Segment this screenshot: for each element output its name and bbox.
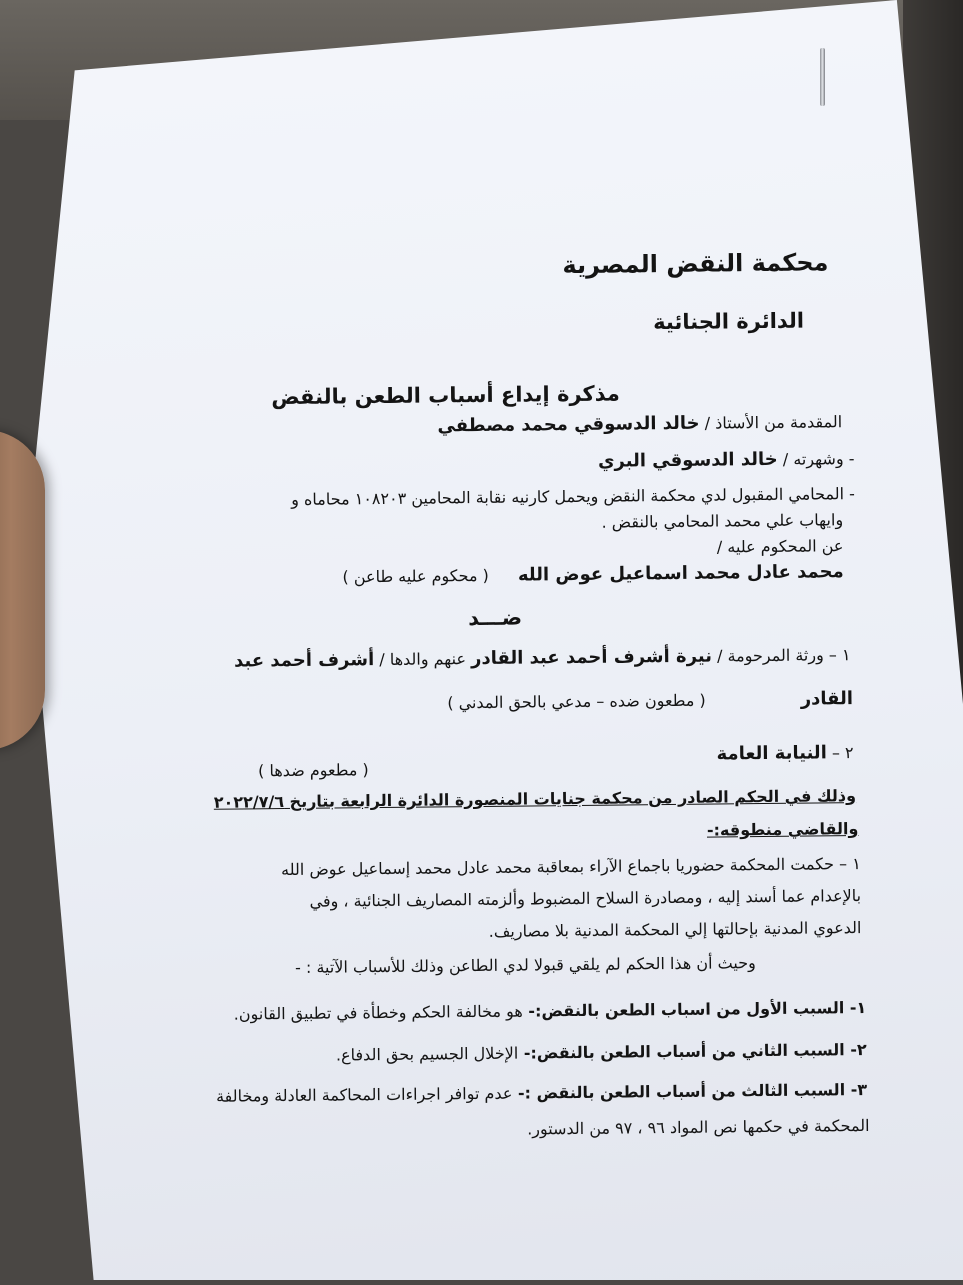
- convicted-line: [717, 536, 844, 557]
- convicted-name-line: [342, 561, 843, 588]
- ruling-text-line2: بالإعدام عما أسند إليه ، ومصادرة السلاح المضبوط وألزمته المصاريف الجنائية ، وفي: [309, 886, 862, 911]
- reason-2-text: الإخلال الجسيم بحق الدفاع.: [335, 1043, 519, 1065]
- reason-1-label: ١- السبب الأول من اسباب الطعن بالنقض:-: [522, 997, 867, 1021]
- respondent1-line2: [447, 688, 853, 714]
- ruling-intro-line1: وذلك في الحكم الصادر من محكمة جنايات المنصورة الدائرة الرابعة بتاريخ ٢٠٢٢/٧/٦: [213, 786, 857, 812]
- submitter-alias-line: [598, 448, 855, 472]
- convicted-label: عن المحكوم عليه /: [716, 536, 844, 557]
- respondent1-line: [234, 644, 851, 672]
- respondent1-prefix: ١ – ورثة المرحومة /: [711, 645, 851, 666]
- ruling-text-line3: الدعوي المدنية بإحالتها إلي المحكمة المدنية بلا مصاريف.: [488, 918, 862, 941]
- thumb: [0, 430, 45, 750]
- reason-1: [234, 998, 867, 1024]
- submitter-line2: - المحامي المقبول لدي محكمة النقض ويحمل كارنيه نقابة المحامين ١٠٨٢٠٣ محاماه و: [291, 484, 855, 509]
- reason-2: [336, 1040, 867, 1065]
- respondent2-name: النيابة العامة: [716, 742, 827, 765]
- memo-title: مذكرة إيداع أسباب الطعن بالنقض: [271, 381, 620, 410]
- reason-3-cont: المحكمة في حكمها نص المواد ٩٦ ، ٩٧ من الدستور.: [527, 1115, 870, 1139]
- reason-3: [216, 1080, 867, 1106]
- against-heading: ضـــد: [468, 605, 523, 631]
- ruling-text-line1: ١ – حكمت المحكمة حضوريا باجماع الآراء بمعاقبة محمد عادل محمد إسماعيل عوض الله: [281, 854, 861, 880]
- submitter-line: [437, 411, 842, 437]
- reason-1-text: هو مخالفة الحكم وخطأة في تطبيق القانون.: [233, 1001, 523, 1024]
- respondent1-middle: عنهم والدها /: [374, 649, 472, 670]
- respondent1-father-cont: القادر: [800, 688, 854, 710]
- circuit-name: الدائرة الجنائية: [652, 308, 805, 335]
- convicted-status: ( محكوم عليه طاعن ): [342, 565, 489, 587]
- reason-3-label: ٣- السبب الثالث من أسباب الطعن بالنقض :-: [512, 1079, 868, 1103]
- submitter-alias-label: - وشهرته /: [777, 449, 855, 469]
- reason-3-text: عدم توافر اجراءات المحاكمة العادلة ومخالفة: [215, 1083, 513, 1106]
- respondent2-status: ( مطعوم ضدها ): [258, 760, 369, 781]
- convicted-name: محمد عادل محمد اسماعيل عوض الله: [517, 561, 844, 586]
- submitter-line3: وايهاب علي محمد المحامي بالنقض .: [601, 510, 844, 532]
- ruling-intro-line2: والقاضي منطوقه:-: [706, 819, 859, 840]
- reason-2-label: ٢- السبب الثاني من أسباب الطعن بالنقض:-: [518, 1039, 867, 1063]
- ruling-text-line4: وحيث أن هذا الحكم لم يلقي قبولا لدي الطاعن وذلك للأسباب الآتية : -: [294, 953, 756, 977]
- respondent2-prefix: ٢ –: [826, 743, 854, 763]
- respondent1-name: نيرة أشرف أحمد عبد القادر: [470, 645, 713, 670]
- respondent1-father: أشرف أحمد عبد: [233, 649, 375, 672]
- submitter-alias: خالد الدسوقي البري: [597, 448, 778, 472]
- respondent1-status: ( مطعون ضده – مدعي بالحق المدني ): [447, 690, 706, 713]
- submitter-name: خالد الدسوقي محمد مصطفي: [437, 412, 700, 437]
- respondent2-line: [716, 742, 853, 765]
- court-name: محكمة النقض المصرية: [562, 248, 829, 280]
- submitter-intro: المقدمة من الأستاذ /: [699, 412, 843, 433]
